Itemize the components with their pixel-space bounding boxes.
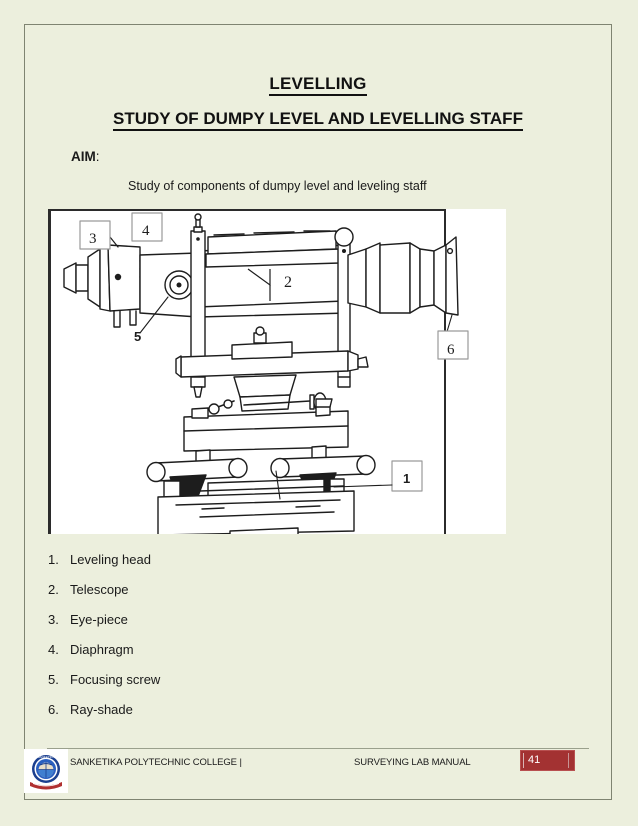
list-item <box>48 665 448 695</box>
page-number: 41 <box>528 754 541 766</box>
aim-heading <box>71 149 612 164</box>
aim-label: AIM <box>71 149 96 164</box>
figure-callout-6: 6 <box>447 342 455 358</box>
list-item-number: 4. <box>48 642 59 657</box>
list-item-number: 1. <box>48 552 59 567</box>
list-item-label: Telescope <box>70 582 129 597</box>
footer-college-name: SANKETIKA POLYTECHNIC COLLEGE | <box>70 757 242 768</box>
svg-text:SANKETIKA: SANKETIKA <box>37 755 55 759</box>
parts-list <box>48 545 448 725</box>
list-item-label: Ray-shade <box>70 702 133 717</box>
list-item-number: 3. <box>48 612 59 627</box>
aim-text: Study of components of dumpy level and leveling staff <box>128 179 427 193</box>
list-item-label: Leveling head <box>70 552 151 567</box>
page-number-badge <box>520 750 575 771</box>
list-item <box>48 635 448 665</box>
figure-callout-1: 1 <box>403 471 411 486</box>
college-logo <box>24 749 68 793</box>
dumpy-level-figure <box>48 209 506 534</box>
footer-manual-name: SURVEYING LAB MANUAL <box>354 757 471 768</box>
footer-divider <box>47 748 589 749</box>
list-item <box>48 605 448 635</box>
page-title-text: LEVELLING <box>269 74 366 96</box>
list-item-number: 2. <box>48 582 59 597</box>
page-title <box>24 74 612 94</box>
list-item <box>48 575 448 605</box>
badge-right-tick <box>568 753 569 768</box>
college-emblem-icon <box>24 749 68 793</box>
dumpy-level-drawing <box>48 209 506 534</box>
figure-callout-4: 4 <box>142 223 150 239</box>
list-item-label: Eye-piece <box>70 612 128 627</box>
list-item-number: 6. <box>48 702 59 717</box>
list-item-label: Diaphragm <box>70 642 134 657</box>
figure-callout-2: 2 <box>284 274 292 291</box>
list-item-number: 5. <box>48 672 59 687</box>
list-item-label: Focusing screw <box>70 672 161 687</box>
figure-callout-3: 3 <box>89 231 97 247</box>
page-footer <box>24 748 612 782</box>
badge-left-tick <box>523 753 524 768</box>
aim-colon: : <box>95 149 100 164</box>
list-item <box>48 545 448 575</box>
figure-callout-5: 5 <box>134 329 142 344</box>
page-subtitle-text: STUDY OF DUMPY LEVEL AND LEVELLING STAFF <box>113 109 523 131</box>
list-item <box>48 695 448 725</box>
page-subtitle <box>24 109 612 129</box>
